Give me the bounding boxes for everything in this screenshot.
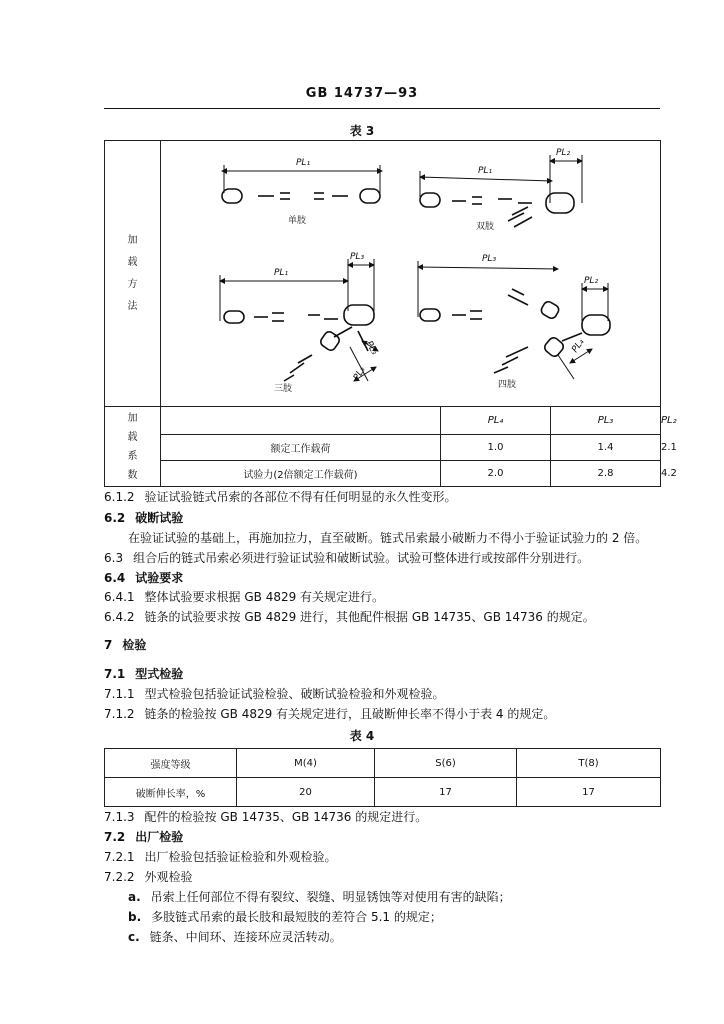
method-label: 加 载 方 法 bbox=[105, 141, 161, 407]
table4-cell: 20 bbox=[237, 778, 375, 807]
paragraph: 7.2.1 出厂检验包括验证检验和外观检验。 bbox=[104, 850, 337, 864]
quad-dim-a: PL₄ bbox=[569, 337, 587, 355]
list-item: a. 吊索上任何部位不得有裂纹、裂缝、明显锈蚀等对使用有害的缺陷； bbox=[128, 890, 511, 904]
double-caption: 双肢 bbox=[475, 222, 494, 232]
triple-dim-main: PL₁ bbox=[273, 268, 288, 278]
paragraph: 6.4.2 链条的试验要求按 GB 4829 进行，其他配件根据 GB 14735、GB 14736 的规定。 bbox=[104, 610, 595, 624]
triple-dim-a: PL₃ bbox=[362, 339, 379, 357]
row-rated-load-value: 1.4 bbox=[551, 435, 661, 461]
paragraph: 在验证试验的基础上，再施加拉力，直至破断。链式吊索最小破断力不得小于验证试验力的 2 倍。 bbox=[128, 531, 648, 545]
list-item: c. 链条、中间环、连接环应灵活转动。 bbox=[128, 930, 342, 944]
table4-header: 强度等级 bbox=[105, 749, 237, 778]
table3: 加 载 方 法 PL₁ 单肢 PL₁ PL₂ 双肢 PL₁ PL₃ PL₃ PL₃ 三肢 PL₃ PL₂ PL₄ 四肢 加 载 系 数 PL₄ PL₃ PL₂ 额定工作载荷 1.0 1.4 2.1 试验力(2倍额定工作载荷) 2.0 2.8 4.2 bbox=[104, 140, 661, 487]
paragraph: 7.1.3 配件的检验按 GB 14735、GB 14736 的规定进行。 bbox=[104, 810, 428, 824]
double-dim-main: PL₁ bbox=[477, 166, 492, 176]
section-heading: 7.2 出厂检验 bbox=[104, 830, 184, 844]
col-header-pl3: PL₃ bbox=[551, 407, 661, 435]
table4-header: M(4) bbox=[237, 749, 375, 778]
table4 bbox=[104, 748, 661, 807]
row-test-force-value: 2.0 bbox=[441, 461, 551, 487]
table4-cell: 17 bbox=[375, 778, 517, 807]
paragraph: 6.1.2 验证试验链式吊索的各部位不得有任何明显的永久性变形。 bbox=[104, 490, 457, 504]
table3-caption: 表 3 bbox=[349, 124, 375, 138]
header-rule bbox=[104, 108, 660, 109]
page-header: GB 14737—93 bbox=[305, 86, 419, 101]
row-rated-load-value: 1.0 bbox=[441, 435, 551, 461]
col-header-empty bbox=[161, 407, 441, 435]
paragraph: 6.4.1 整体试验要求根据 GB 4829 有关规定进行。 bbox=[104, 590, 385, 604]
paragraph: 7.1.1 型式检验包括验证试验检验、破断试验检验和外观检验。 bbox=[104, 687, 445, 701]
double-dim-side: PL₂ bbox=[555, 148, 570, 158]
quad-caption: 四肢 bbox=[497, 380, 516, 390]
quad-dim-side: PL₂ bbox=[583, 276, 598, 286]
row-test-force-value: 2.8 bbox=[551, 461, 661, 487]
paragraph: 7.2.2 外观检验 bbox=[104, 870, 193, 884]
section-heading: 6.2 破断试验 bbox=[104, 511, 184, 525]
loading-diagrams bbox=[161, 141, 661, 407]
paragraph: 7.1.2 链条的检验按 GB 4829 有关规定进行，且破断伸长率不得小于表 4 的规定。 bbox=[104, 707, 556, 721]
table4-cell: 破断伸长率，% bbox=[105, 778, 237, 807]
triple-dim-side: PL₃ bbox=[349, 252, 364, 262]
paragraph: 6.3 组合后的链式吊索必须进行验证试验和破断试验。试验可整体进行或按部件分别进行。 bbox=[104, 551, 590, 565]
coef-label: 加 载 系 数 bbox=[105, 407, 161, 487]
section-heading: 6.4 试验要求 bbox=[104, 571, 184, 585]
row-rated-load-label: 额定工作载荷 bbox=[161, 435, 441, 461]
loading-diagram bbox=[162, 141, 660, 403]
single-caption: 单肢 bbox=[287, 216, 306, 226]
table4-header: S(6) bbox=[375, 749, 517, 778]
chapter-heading: 7 检验 bbox=[104, 638, 147, 652]
col-header-pl4: PL₄ bbox=[441, 407, 551, 435]
table4-header: T(8) bbox=[517, 749, 661, 778]
section-heading: 7.1 型式检验 bbox=[104, 667, 184, 681]
quad-dim-main: PL₃ bbox=[481, 254, 496, 264]
triple-dim-b: PL₃ bbox=[351, 365, 368, 383]
table4-cell: 17 bbox=[517, 778, 661, 807]
single-dim-label: PL₁ bbox=[295, 158, 310, 168]
row-test-force-label: 试验力(2倍额定工作载荷) bbox=[161, 461, 441, 487]
list-item: b. 多肢链式吊索的最长肢和最短肢的差符合 5.1 的规定； bbox=[128, 910, 442, 924]
triple-caption: 三肢 bbox=[273, 384, 292, 394]
table4-caption: 表 4 bbox=[349, 729, 375, 743]
